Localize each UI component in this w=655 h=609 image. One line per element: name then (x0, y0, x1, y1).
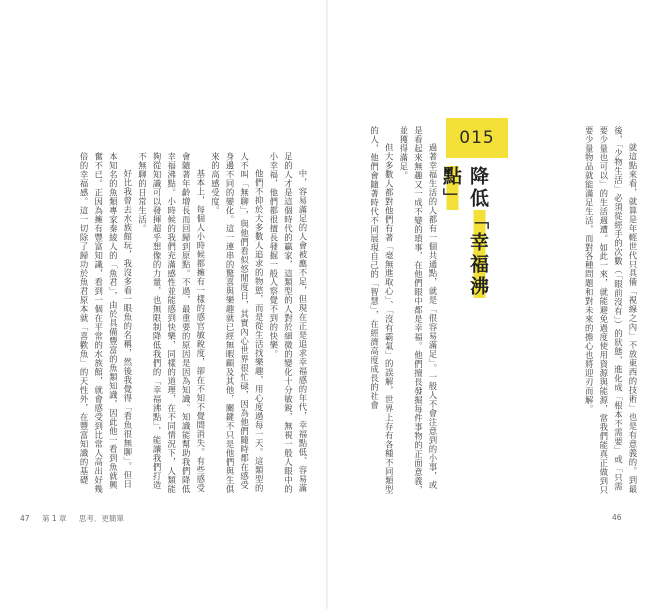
section-title-highlight: 「幸福沸點」 (440, 166, 489, 298)
paragraph: 好比我曾去水族館玩，我沒多看一眼魚的名稱，然後我覺得「看魚很無聊」。但日本知名的魚類專家秦綾人的「魚君」，由於具備豐富的魚類知識，因此他一看到魚就興奮不已。正因為擁有豐富知識，看到一個在平常的水族館，就會感受到比常人高出好幾倍的幸福感。這一切除了歸功於魚君原本就「喜歡魚」的天性外，在豐富知識的基礎 (79, 152, 133, 494)
paragraph: 中，容易滿足的人會被應不足，但現在正是追求幸福感的年代，幸福點低、容易滿足的人才是這個時代的贏家，這類型的人對於細微的變化十分敏銳，無視一般人眼中的小幸福，他們都很擅長發掘一般人察覺不到的快樂。 (268, 152, 308, 494)
chapter-title: 思考．更簡單 (78, 514, 124, 523)
paragraph: 基本上，每個人小時候都擁有一樣的感官敏銳度，卻在不知不覺間消失。有些感受會隨著年齡增長而回歸到原點。不過，最重要的原因是因為知識。知識能幫助我們降低幸福沸點。小時候的我們充滿感性並能感到快樂，同樣的道理，在不同情況下，人類能夠從知識可以發揮超乎想像的力量，也無限制降低我們的「幸福沸點」，能讓我們打造不無聊的日常生活。 (137, 152, 206, 494)
page-number-left: 47 (20, 514, 30, 523)
book-spine (326, 0, 328, 609)
section-title (440, 166, 492, 316)
right-section-text (330, 126, 440, 496)
chapter-label: 第 1 章 (41, 514, 67, 523)
paragraph: 過著幸福生活的人都有一個共通點，就是「很容易滿足」。一般人不會注意到的小事，或是看起來無趣又一成不變的瑣事，在他們眼中都是幸福。他們擅長發掘每件事物的正面意義，並獲得滿足。 (398, 126, 438, 495)
paragraph: 但大多數人都對他們有著「毫無進取心」、「沒有霸氣」的誤解，世界上存有各種不同類型的人，他們會隨著時代不同展現自己的「智慧」，在經濟高度成長的社會 (369, 126, 395, 495)
paragraph: 他們不抑於大多數人追求的物慾，而是從生活找樂趣，用心度過每一天。這類型的人不叫「無聊」，與他們看似悠閒度日，其實內心世界很忙碌，因為他們隨時都在感受身邊不同的變化。這一連串的驚喜與樂趣就已經無暇顧及其他，關鍵不只是他們與生俱來的高感受度。 (210, 152, 265, 494)
page-number-right: 46 (612, 513, 622, 522)
left-body-text (20, 152, 310, 497)
section-badge (440, 118, 508, 298)
right-intro-text (520, 126, 640, 496)
section-title-pre: 降低 (467, 166, 489, 210)
left-footer (20, 513, 134, 524)
section-number-box (446, 118, 508, 158)
paragraph: 就這點來看，就算是年輕世代只具備「視線之內」不放東西的技術」也是有意義的。到最後，「少物生活」必須從經手的次數（「眼前沒有」）的狀態，進化成「根本不需要」或「只需要少量也可以」的生活週遭。如此一來，就能避免過度使用資源與能源，當我們能真正做到只要少量物品就能滿足生活，而對各種問題和對未來的擔心也將迎刃而解。 (584, 126, 638, 495)
section-number: 015 (459, 128, 495, 148)
